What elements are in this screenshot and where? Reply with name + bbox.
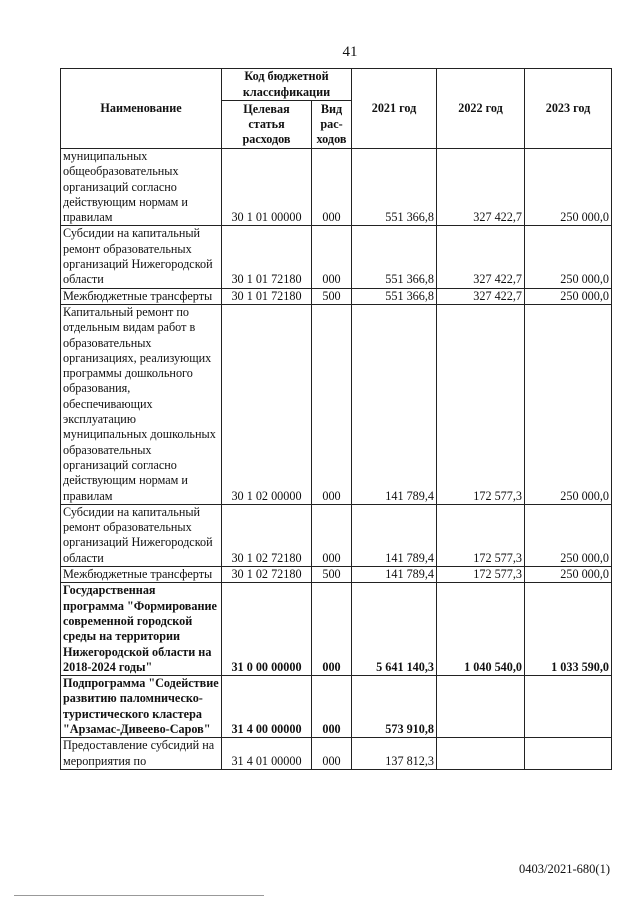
header-name: Наименование bbox=[61, 69, 222, 149]
row-target-article: 30 1 01 00000 bbox=[222, 149, 312, 226]
header-expense-type: Вид рас-ходов bbox=[312, 101, 352, 149]
row-name: Межбюджетные трансферты bbox=[61, 288, 222, 304]
row-value-2023: 1 033 590,0 bbox=[525, 583, 612, 676]
row-expense-type: 000 bbox=[312, 676, 352, 738]
row-expense-type: 000 bbox=[312, 149, 352, 226]
row-value-2021: 137 812,3 bbox=[352, 738, 437, 770]
row-value-2022: 172 577,3 bbox=[437, 304, 525, 504]
row-name: Предоставление субсидий на мероприятия по bbox=[61, 738, 222, 770]
table-body bbox=[61, 149, 612, 770]
row-name: муниципальных общеобразовательных организаций согласно действующим нормам и правилам bbox=[61, 149, 222, 226]
row-target-article: 31 0 00 00000 bbox=[222, 583, 312, 676]
row-target-article: 30 1 01 72180 bbox=[222, 288, 312, 304]
row-expense-type: 500 bbox=[312, 567, 352, 583]
row-value-2021: 573 910,8 bbox=[352, 676, 437, 738]
row-expense-type: 500 bbox=[312, 288, 352, 304]
row-value-2021: 551 366,8 bbox=[352, 149, 437, 226]
table-row bbox=[61, 738, 612, 770]
budget-table bbox=[60, 68, 612, 770]
row-value-2021: 141 789,4 bbox=[352, 567, 437, 583]
document-code: 0403/2021-680(1) bbox=[519, 862, 610, 876]
page-number: 41 bbox=[342, 44, 358, 60]
row-name: Межбюджетные трансферты bbox=[61, 567, 222, 583]
row-target-article: 30 1 01 72180 bbox=[222, 226, 312, 288]
row-expense-type: 000 bbox=[312, 583, 352, 676]
row-value-2021: 551 366,8 bbox=[352, 288, 437, 304]
row-value-2023: 250 000,0 bbox=[525, 567, 612, 583]
bottom-rule bbox=[14, 895, 264, 896]
header-year-2021: 2021 год bbox=[352, 69, 437, 149]
row-value-2022 bbox=[437, 738, 525, 770]
table-row bbox=[61, 583, 612, 676]
row-name: Субсидии на капитальный ремонт образовательных организаций Нижегородской области bbox=[61, 504, 222, 566]
row-value-2023: 250 000,0 bbox=[525, 226, 612, 288]
header-budget-code-group: Код бюджетной классификации bbox=[222, 69, 352, 101]
row-value-2021: 5 641 140,3 bbox=[352, 583, 437, 676]
row-expense-type: 000 bbox=[312, 226, 352, 288]
row-expense-type: 000 bbox=[312, 504, 352, 566]
row-value-2023: 250 000,0 bbox=[525, 149, 612, 226]
row-value-2023 bbox=[525, 676, 612, 738]
header-target-article: Целевая статья расходов bbox=[222, 101, 312, 149]
header-year-2022: 2022 год bbox=[437, 69, 525, 149]
row-target-article: 30 1 02 72180 bbox=[222, 504, 312, 566]
row-value-2022: 1 040 540,0 bbox=[437, 583, 525, 676]
row-target-article: 31 4 00 00000 bbox=[222, 676, 312, 738]
row-value-2023: 250 000,0 bbox=[525, 288, 612, 304]
row-value-2023: 250 000,0 bbox=[525, 304, 612, 504]
table-row bbox=[61, 567, 612, 583]
row-value-2021: 141 789,4 bbox=[352, 304, 437, 504]
row-value-2022: 172 577,3 bbox=[437, 504, 525, 566]
row-name: Государственная программа "Формирование современной городской среды на территории Нижегородской области на 2018-2024 годы" bbox=[61, 583, 222, 676]
table-row bbox=[61, 226, 612, 288]
row-target-article: 31 4 01 00000 bbox=[222, 738, 312, 770]
row-expense-type: 000 bbox=[312, 738, 352, 770]
row-value-2022 bbox=[437, 676, 525, 738]
table-row bbox=[61, 676, 612, 738]
row-value-2022: 172 577,3 bbox=[437, 567, 525, 583]
row-value-2021: 551 366,8 bbox=[352, 226, 437, 288]
row-name: Капитальный ремонт по отдельным видам работ в образовательных организациях, реализующих программы дошкольного образования, обеспечивающих эксплуатацию муниципальных дошкольных образовательных организаций согласно действующим нормам и правилам bbox=[61, 304, 222, 504]
header-year-2023: 2023 год bbox=[525, 69, 612, 149]
row-value-2022: 327 422,7 bbox=[437, 226, 525, 288]
row-target-article: 30 1 02 00000 bbox=[222, 304, 312, 504]
row-value-2023: 250 000,0 bbox=[525, 504, 612, 566]
table-row bbox=[61, 149, 612, 226]
row-name: Субсидии на капитальный ремонт образовательных организаций Нижегородской области bbox=[61, 226, 222, 288]
row-value-2021: 141 789,4 bbox=[352, 504, 437, 566]
table-row bbox=[61, 304, 612, 504]
row-name: Подпрограмма "Содействие развитию паломническо-туристического кластера "Арзамас-Дивеево-Саров" bbox=[61, 676, 222, 738]
table-row bbox=[61, 504, 612, 566]
row-target-article: 30 1 02 72180 bbox=[222, 567, 312, 583]
row-value-2022: 327 422,7 bbox=[437, 149, 525, 226]
row-value-2022: 327 422,7 bbox=[437, 288, 525, 304]
row-expense-type: 000 bbox=[312, 304, 352, 504]
row-value-2023 bbox=[525, 738, 612, 770]
table-row bbox=[61, 288, 612, 304]
